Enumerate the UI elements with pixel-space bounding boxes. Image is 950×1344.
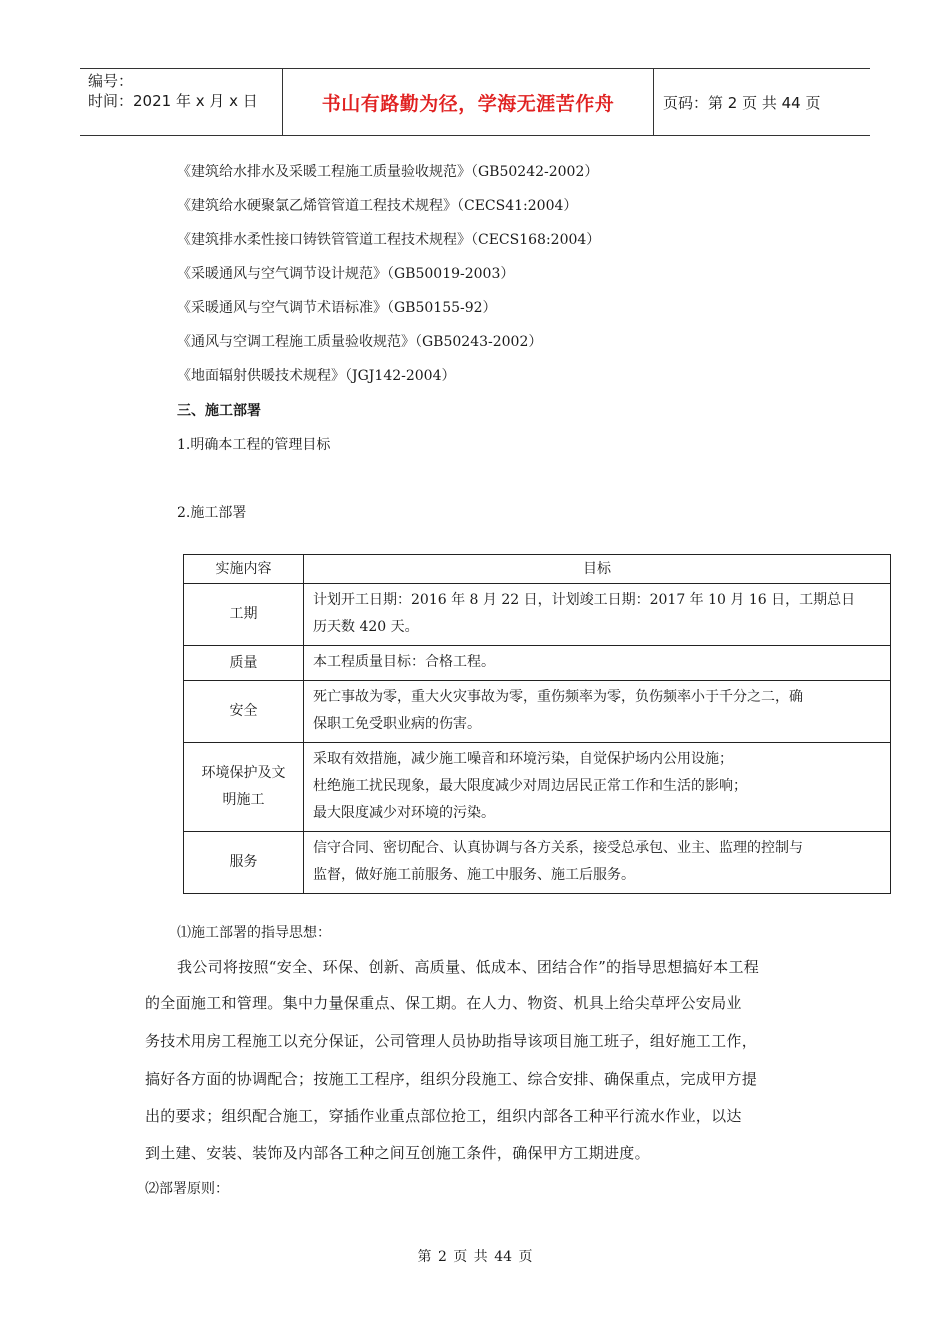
deployment-table — [183, 554, 891, 894]
guidance-line: 的全面施工和管理。集中力量保重点、保工期。在人力、物资、机具上给尖草坪公安局业 — [145, 994, 742, 1012]
principle-title: ⑵部署原则： — [145, 1181, 229, 1197]
table-row — [184, 646, 891, 681]
table-row-key: 质量 — [184, 646, 304, 681]
table-header-cell: 实施内容 — [184, 555, 304, 584]
standard-item: 《采暖通风与空气调节设计规范》（GB50019-2003） — [177, 266, 515, 282]
table-row-line: 死亡事故为零，重大火灾事故为零，重伤频率为零，负伤频率小于千分之二，确 — [313, 689, 803, 705]
table-row — [184, 743, 891, 832]
table-row-line: 保职工免受职业病的伤害。 — [313, 716, 481, 732]
table-row-line: 信守合同、密切配合、认真协调与各方关系，接受总承包、业主、监理的控制与 — [313, 840, 803, 856]
guidance-line: 我公司将按照“安全、环保、创新、高质量、低成本、团结合作”的指导思想搞好本工程 — [177, 958, 760, 976]
table-row-key: 工期 — [184, 584, 304, 646]
table-row-value — [304, 832, 891, 894]
table-row-key-line: 环境保护及文 — [201, 765, 286, 781]
standard-item: 《建筑给水排水及采暖工程施工质量验收规范》（GB50242-2002） — [177, 164, 599, 180]
section-item-2: 2.施工部署 — [177, 505, 247, 521]
table-row-line: 最大限度减少对环境的污染。 — [313, 805, 495, 821]
table-row — [184, 584, 891, 646]
table-row-line: 计划开工日期：2016 年 8 月 22 日，计划竣工日期：2017 年 10 月 16 日，工期总日 — [313, 592, 856, 608]
guidance-line: 搞好各方面的协调配合；按施工工程序，组织分段施工、综合安排、确保重点，完成甲方提 — [145, 1070, 758, 1088]
table-row-key — [184, 743, 304, 832]
standard-item: 《采暖通风与空气调节术语标准》（GB50155-92） — [177, 300, 497, 316]
table-header-row — [184, 555, 891, 584]
table-row — [184, 832, 891, 894]
table-row-value — [304, 646, 891, 681]
table-row-line: 本工程质量目标：合格工程。 — [313, 654, 495, 670]
page-header — [80, 68, 870, 136]
table-row-line: 历天数 420 天。 — [313, 619, 419, 635]
standard-item: 《建筑给水硬聚氯乙烯管管道工程技术规程》（CECS41:2004） — [177, 198, 578, 214]
table-row-value — [304, 743, 891, 832]
document-time-label: 时间：2021 年 x 月 x 日 — [88, 92, 258, 110]
table-row-key-line: 明施工 — [222, 792, 265, 808]
standard-item: 《通风与空调工程施工质量验收规范》（GB50243-2002） — [177, 334, 543, 350]
section-item-1: 1.明确本工程的管理目标 — [177, 437, 331, 453]
table-row-line: 监督，做好施工前服务、施工中服务、施工后服务。 — [313, 867, 635, 883]
table-row-line: 采取有效措施，减少施工噪音和环境污染，自觉保护场内公用设施； — [313, 751, 733, 767]
section-heading: 三、施工部署 — [177, 403, 261, 419]
table-header-cell: 目标 — [304, 555, 891, 584]
table-row — [184, 681, 891, 743]
table-row-line: 杜绝施工扰民现象，最大限度减少对周边居民正常工作和生活的影响； — [313, 778, 747, 794]
standard-item: 《建筑排水柔性接口铸铁管管道工程技术规程》（CECS168:2004） — [177, 232, 601, 248]
page-footer: 第 2 页 共 44 页 — [417, 1249, 533, 1265]
document-number-label: 编号： — [88, 72, 134, 90]
header-meta — [80, 69, 282, 135]
table-row-key: 服务 — [184, 832, 304, 894]
table-row-value — [304, 584, 891, 646]
table-row-key: 安全 — [184, 681, 304, 743]
standard-item: 《地面辐射供暖技术规程》（JGJ142-2004） — [177, 368, 456, 384]
header-slogan: 书山有路勤为径，学海无涯苦作舟 — [282, 69, 654, 135]
guidance-line: 务技术用房工程施工以充分保证，公司管理人员协助指导该项目施工班子，组好施工工作， — [145, 1032, 758, 1050]
guidance-line: 到土建、安装、装饰及内部各工种之间互创施工条件，确保甲方工期进度。 — [145, 1144, 650, 1162]
table-row-value — [304, 681, 891, 743]
header-page-label: 页码：第 2 页 共 44 页 — [663, 93, 821, 112]
guidance-line: 出的要求；组织配合施工，穿插作业重点部位抢工，组织内部各工种平行流水作业，以达 — [145, 1107, 742, 1125]
guidance-title: ⑴施工部署的指导思想： — [177, 925, 331, 941]
